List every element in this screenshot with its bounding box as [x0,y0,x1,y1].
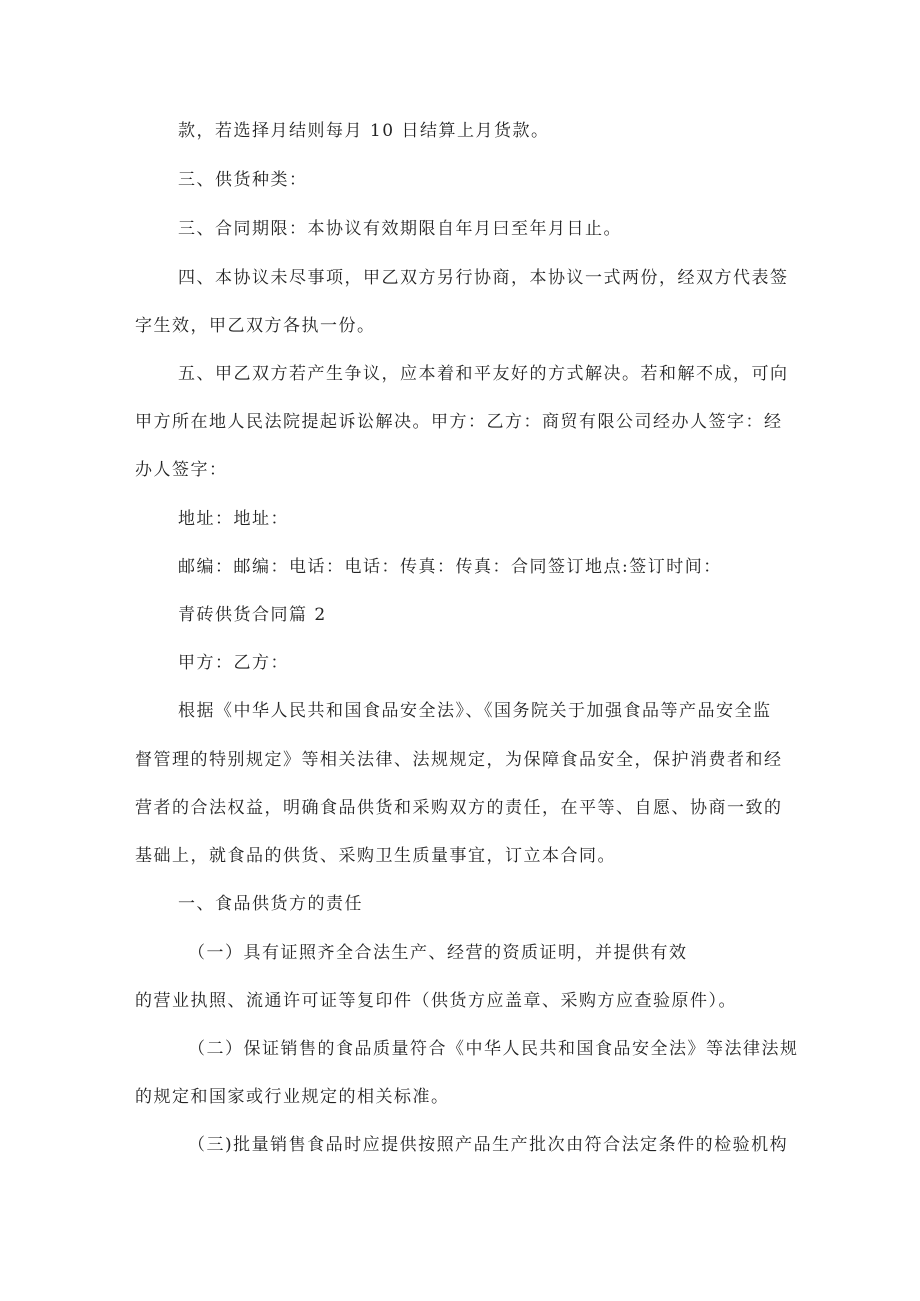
text-line: 字生效，甲乙双方各执一份。 [135,316,376,336]
text-line: 的规定和国家或行业规定的相关标准。 [135,1087,450,1107]
text-line: 三、合同期限：本协议有效期限自年月曰至年月日止。 [178,219,622,239]
text-line: 甲方：乙方： [178,653,289,673]
text-line: （一）具有证照齐全合法生产、经营的资质证明，并提供有效 [188,943,688,963]
section-heading: 三、供货种类： [178,170,308,190]
text-line: 办人签字： [135,460,228,480]
text-line: 四、本协议未尽事项，甲乙双方另行协商，本协议一式两份，经双方代表签 [178,268,789,288]
text-line: 督管理的特别规定》等相关法律、法规规定，为保障食品安全，保护消费者和经 [135,750,783,770]
text-line: 基础上，就食品的供货、采购卫生质量事宜，订立本合同。 [135,846,616,866]
text-line: 地址：地址： [178,509,289,529]
text-line: （二）保证销售的食品质量符合《中华人民共和国食品安全法》等法律法规 [188,1039,799,1059]
text-line: 的营业执照、流通许可证等复印件（供货方应盖章、采购方应查验原件）。 [135,991,737,1011]
text-line: 营者的合法权益，明确食品供货和采购双方的责任，在平等、自愿、协商一致的 [135,798,783,818]
text-line: 邮编：邮编：电话：电话：传真：传真：合同签订地点:签订时间： [178,557,722,577]
text-line: 五、甲乙双方若产生争议，应本着和平友好的方式解决。若和解不成，可向 [178,364,789,384]
text-line: 甲方所在地人民法院提起诉讼解决。甲方：乙方：商贸有限公司经办人签字：经 [135,412,783,432]
text-line: （三)批量销售食品时应提供按照产品生产批次由符合法定条件的检验机构 [188,1135,789,1155]
section-heading: 一、食品供货方的责任 [178,894,363,914]
section-title: 青砖供货合同篇 2 [178,605,327,625]
text-line: 款，若选择月结则每月 10 日结算上月货款。 [178,121,550,141]
text-line: 根据《中华人民共和国食品安全法》、《国务院关于加强食品等产品安全监 [178,701,772,721]
